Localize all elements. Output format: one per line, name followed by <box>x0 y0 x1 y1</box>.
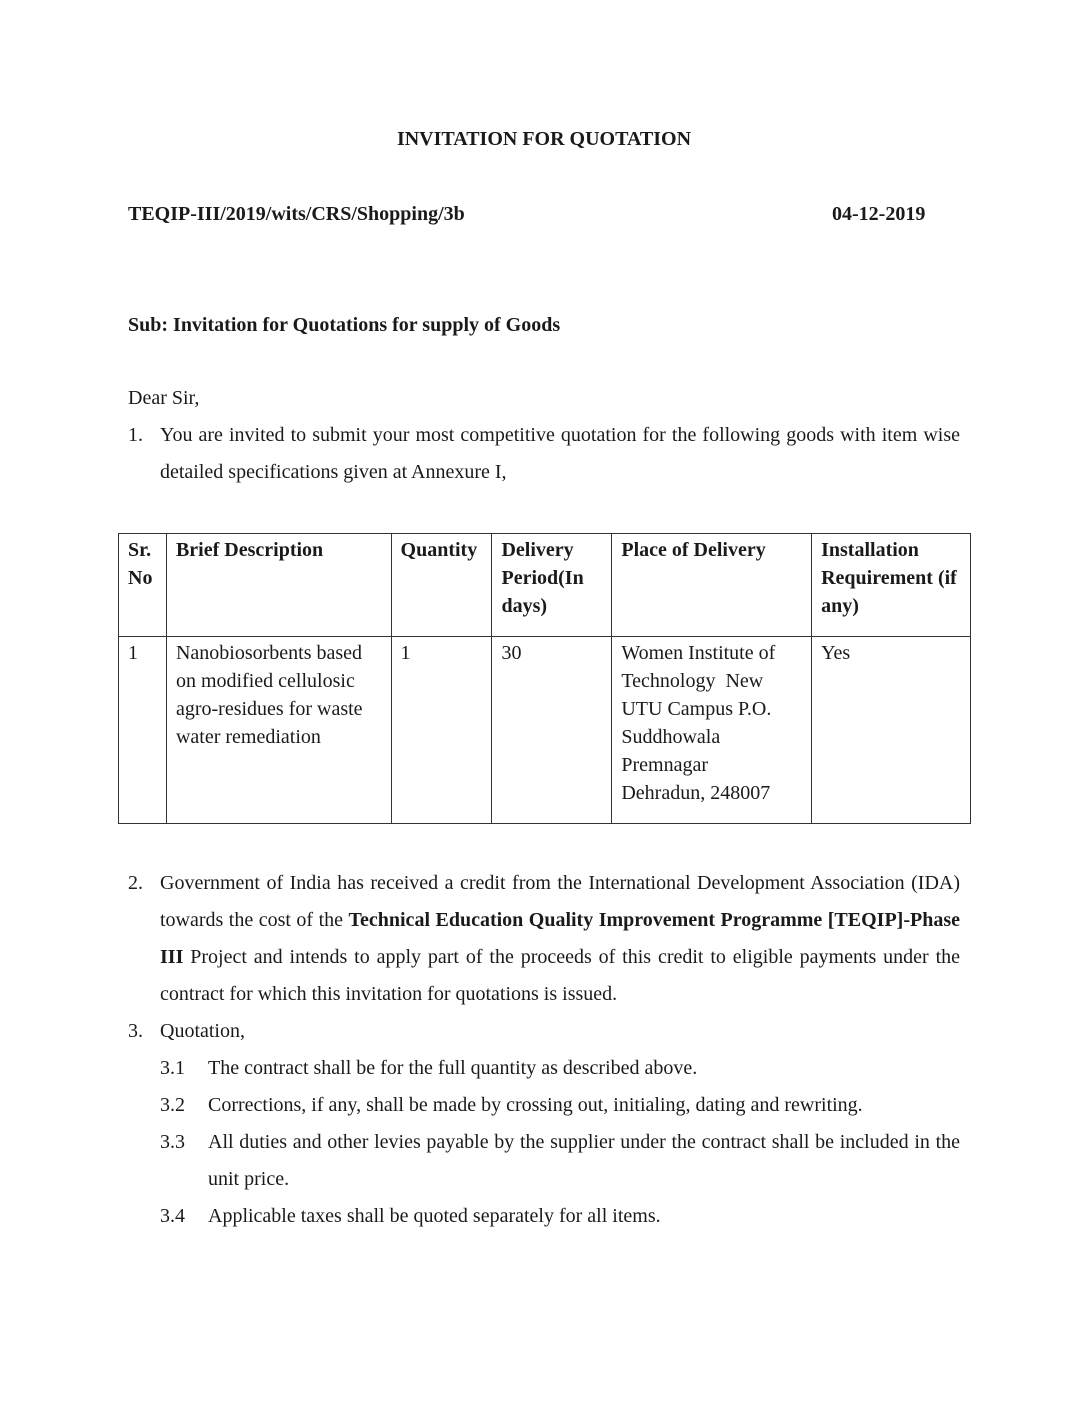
paragraph-text-part: Project and intends to apply part of the proceeds of this credit to eligible payments under the contract for which this invitation for quotations is issued. <box>160 946 960 1005</box>
list-item <box>160 1124 960 1198</box>
paragraph-text-part: Government of India has received a credit from the International Development Association (IDA) towards the cost of the <box>160 872 960 931</box>
paragraph-3 <box>128 1013 960 1050</box>
cell-installation: Yes <box>812 637 971 824</box>
paragraph-text: You are invited to submit your most competitive quotation for the following goods with item wise detailed specifications given at Annexure I, <box>160 424 960 483</box>
list-item-text: The contract shall be for the full quantity as described above. <box>208 1057 698 1079</box>
paragraph-number: 1. <box>128 424 143 446</box>
list-item-number: 3.3 <box>160 1131 185 1153</box>
list-item-number: 3.4 <box>160 1205 185 1227</box>
paragraph-2 <box>128 865 960 1013</box>
paragraph-number: 2. <box>128 872 143 894</box>
quotation-sub-list <box>160 1050 960 1235</box>
cell-sr-no: 1 <box>119 637 167 824</box>
place-line: Suddhowala <box>621 726 721 748</box>
header-sr-no: Sr. No <box>119 534 167 637</box>
cell-delivery-period: 30 <box>492 637 612 824</box>
list-item <box>160 1198 960 1235</box>
items-table <box>118 533 971 824</box>
header-brief-description: Brief Description <box>166 534 391 637</box>
header-delivery-period: Delivery Period(In days) <box>492 534 612 637</box>
cell-description: Nanobiosorbents based on modified cellulosic agro-residues for waste water remediation <box>166 637 391 824</box>
list-item-number: 3.2 <box>160 1094 185 1116</box>
place-line: Dehradun, 248007 <box>621 782 771 804</box>
place-line: UTU Campus P.O. <box>621 698 772 720</box>
header-quantity: Quantity <box>391 534 492 637</box>
document-date: 04-12-2019 <box>832 203 926 225</box>
place-line: Technology New <box>621 670 764 692</box>
document-title: INVITATION FOR QUOTATION <box>396 128 692 150</box>
programme-name: Technical Education Quality Improvement Programme [TEQIP]-Phase III <box>160 909 960 968</box>
salutation: Dear Sir, <box>128 387 200 409</box>
place-line: Women Institute of <box>621 642 776 664</box>
list-item-number: 3.1 <box>160 1057 185 1079</box>
list-item <box>160 1050 960 1087</box>
cell-quantity: 1 <box>391 637 492 824</box>
header-installation-requirement: Installation Requirement (if any) <box>812 534 971 637</box>
place-line: Premnagar <box>621 754 708 776</box>
list-item-text: Applicable taxes shall be quoted separately for all items. <box>208 1205 661 1227</box>
paragraph-text <box>160 865 960 1013</box>
subject-line: Sub: Invitation for Quotations for supply of Goods <box>128 314 561 336</box>
paragraph-1 <box>128 417 960 491</box>
header-place-of-delivery: Place of Delivery <box>612 534 812 637</box>
list-item <box>160 1087 960 1124</box>
reference-number: TEQIP-III/2019/wits/CRS/Shopping/3b <box>128 203 465 225</box>
cell-place-of-delivery <box>612 637 812 824</box>
paragraph-text: Quotation, <box>160 1020 245 1042</box>
list-item-text: All duties and other levies payable by the supplier under the contract shall be included in the unit price. <box>208 1131 960 1190</box>
list-item-text: Corrections, if any, shall be made by crossing out, initialing, dating and rewriting. <box>208 1094 863 1116</box>
table-header-row <box>119 534 971 637</box>
table-row <box>119 637 971 824</box>
paragraph-number: 3. <box>128 1020 143 1042</box>
